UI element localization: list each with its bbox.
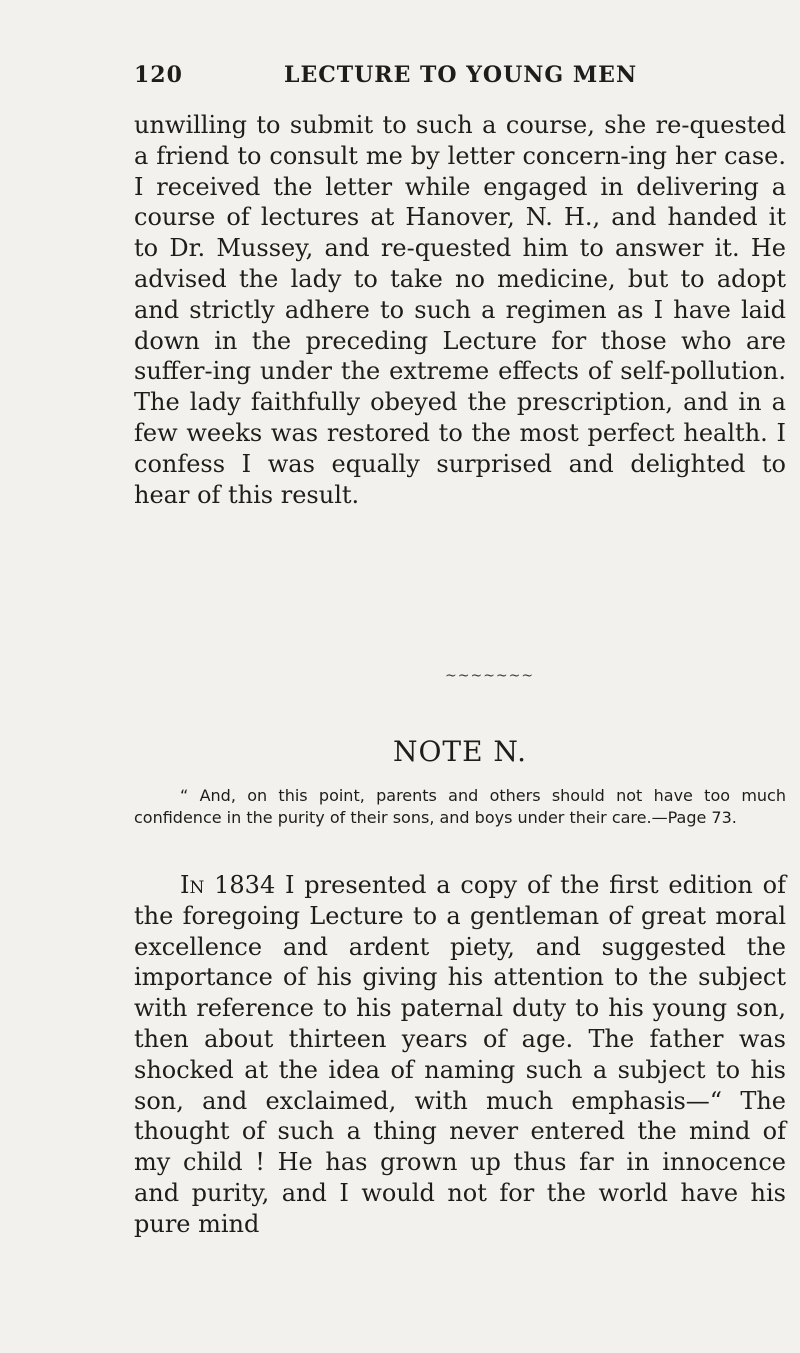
ornament-divider: ~~~~~~~ xyxy=(445,668,535,684)
body-paragraph: unwilling to submit to such a course, she re-quested a friend to consult me by letter concern-ing her case. I received the letter while engaged in delivering a course of lectures at Hanover, N. H., and handed it to Dr. Mussey, and re-quested him to answer it. He advised the lady to take no medicine, but to adopt and strictly adhere to such a regimen as I have laid down in the preceding Lecture for those who are suffer-ing under the extreme effects of self-pollution. The lady faithfully obeyed the prescription, and in a few weeks was restored to the most perfect health. I confess I was equally surprised and delighted to hear of this result. xyxy=(134,111,786,509)
running-header xyxy=(134,62,638,88)
note-quote: “ And, on this point, parents and others should not have too much confidence in the purity of their sons, and boys under their care.—Page 73. xyxy=(134,786,786,827)
note-heading: NOTE N. xyxy=(392,735,528,768)
note-body-paragraph xyxy=(134,870,786,1240)
lead-word: In xyxy=(180,871,205,899)
running-title: LECTURE TO YOUNG MEN xyxy=(284,62,638,88)
note-body-text: 1834 I presented a copy of the first edition of the foregoing Lecture to a gentleman of great moral excellence and ardent piety, and suggested the importance of his giving his attention to the subject with reference to his paternal duty to his young son, then about thirteen years of age. The father was shocked at the idea of naming such a subject to his son, and exclaimed, with much emphasis—“ The thought of such a thing never entered the mind of my child ! He has grown up thus far in innocence and purity, and I would not for the world have his pure mind xyxy=(134,871,786,1238)
page-number: 120 xyxy=(134,62,183,88)
